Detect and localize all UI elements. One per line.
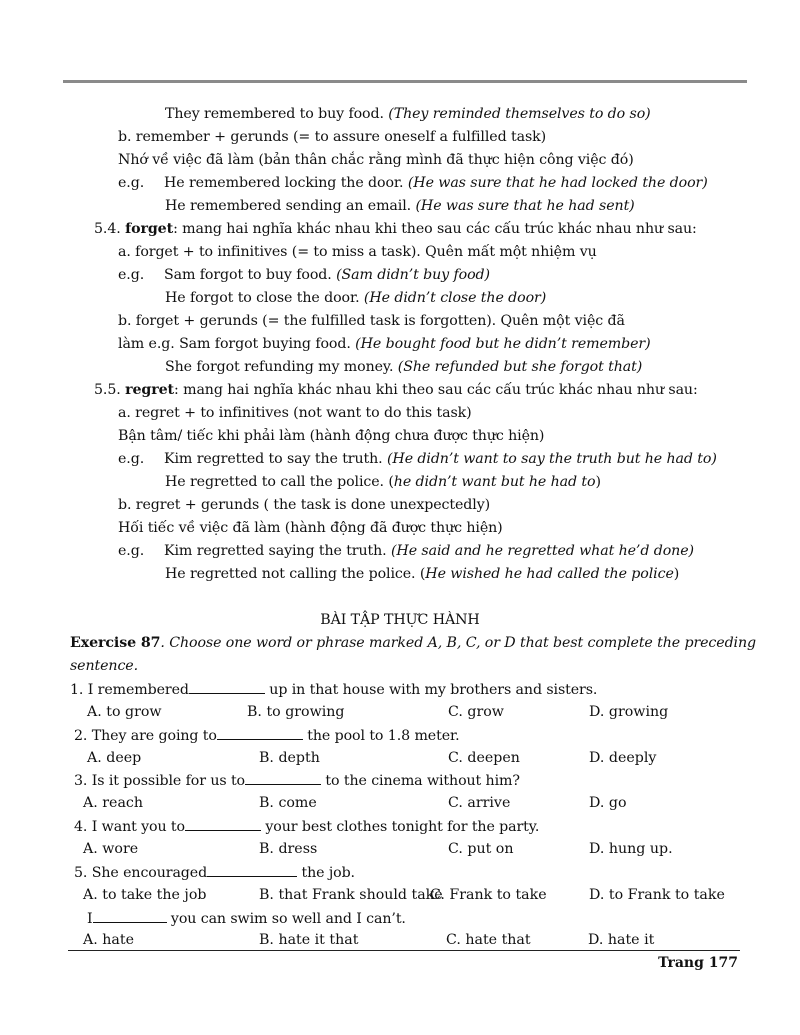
practice-heading: BÀI TẬP THỰC HÀNH [320, 612, 480, 628]
q3-option-a: A. reach [83, 795, 143, 811]
section-keyword: regret [125, 382, 174, 398]
question-6 [87, 908, 406, 929]
closing-paren: ) [673, 566, 680, 582]
answer-blank [217, 725, 303, 740]
answer-blank [93, 908, 167, 923]
regret-b-example-1 [118, 541, 694, 561]
question-text: 2. They are going to [74, 728, 217, 744]
remember-b-vietnamese: Nhớ về việc đã làm (bản thân chắc rằng mình đã thực hiện công việc đó) [118, 152, 634, 168]
exercise-instruction [70, 633, 756, 653]
q6-option-b: B. hate it that [259, 932, 359, 948]
exercise-label: Exercise 87 [70, 635, 161, 651]
question-text: your best clothes tonight for the party. [260, 819, 540, 835]
q6-option-a: A. hate [83, 932, 134, 948]
q5-option-d: D. to Frank to take [589, 887, 725, 903]
q4-option-a: A. wore [83, 841, 139, 857]
remember-b-title: b. remember + gerunds (= to assure oneself a fulfilled task) [118, 129, 547, 145]
eg-label: e.g. [118, 175, 145, 191]
q5-option-a: A. to take the job [83, 887, 207, 903]
eg-label: e.g. [118, 267, 145, 283]
question-text: 5. She encouraged [74, 865, 208, 881]
closing-paren: ) [595, 474, 601, 490]
example-text: He regretted not calling the police. ( [165, 566, 426, 582]
eg-label: e.g. [118, 451, 145, 467]
regret-heading [94, 380, 698, 400]
q1-option-c: C. grow [448, 704, 504, 720]
question-text: to the cinema without him? [321, 773, 520, 789]
forget-a-example-2 [165, 288, 546, 308]
example-note: He wished he had called the police [425, 566, 674, 582]
example-note: (He bought food but he didn’t remember) [355, 336, 651, 352]
q1-option-b: B. to growing [247, 704, 345, 720]
forget-a-title: a. forget + to infinitives (= to miss a task). Quên mất một nhiệm vụ [118, 244, 597, 260]
forget-b-title: b. forget + gerunds (= the fulfilled task is forgotten). Quên một việc đã [118, 313, 625, 329]
exercise-instruction-cont [70, 656, 138, 676]
example-note: (She refunded but she forgot that) [397, 359, 643, 375]
q1-option-d: D. growing [589, 704, 669, 720]
regret-b-example-2 [165, 564, 679, 584]
regret-a-vietnamese: Bận tâm/ tiếc khi phải làm (hành động chưa được thực hiện) [118, 428, 545, 444]
q4-option-b: B. dress [259, 841, 318, 857]
example-note: (Sam didn’t buy food) [336, 267, 490, 283]
forget-heading [94, 219, 697, 239]
q2-option-a: A. deep [87, 750, 142, 766]
example-text: She forgot refunding my money. [165, 359, 394, 375]
example-text: He regretted to call the police. ( [165, 474, 394, 490]
q3-option-b: B. come [259, 795, 317, 811]
question-text: the pool to 1.8 meter. [302, 728, 460, 744]
example-text: làm e.g. Sam forgot buying food. [118, 336, 351, 352]
q2-option-c: C. deepen [448, 750, 520, 766]
forget-b-example-1 [118, 334, 651, 354]
section-keyword: forget [125, 221, 174, 237]
remember-b-example-1 [118, 173, 708, 193]
page-number: Trang 177 [658, 955, 738, 971]
q6-option-d: D. hate it [588, 932, 655, 948]
regret-a-example-2 [165, 472, 601, 492]
header-rule [63, 80, 747, 83]
forget-a-example-1 [118, 265, 490, 285]
q5-option-c: C. Frank to take [430, 887, 547, 903]
remember-a-example-2 [165, 104, 651, 124]
example-note: (He didn’t want to say the truth but he had to) [386, 451, 717, 467]
question-text: you can swim so well and I can’t. [166, 911, 406, 927]
example-text: He remembered locking the door. [164, 175, 404, 191]
example-text: He forgot to close the door. [165, 290, 360, 306]
answer-blank [207, 862, 297, 877]
section-intro: : mang hai nghĩa khác nhau khi theo sau các cấu trúc khác nhau như sau: [174, 382, 698, 398]
example-note: (He was sure that he had sent) [415, 198, 635, 214]
example-note: (They reminded themselves to do so) [388, 106, 651, 122]
example-note: he didn’t want but he had to [393, 474, 596, 490]
example-text: Kim regretted to say the truth. [164, 451, 383, 467]
question-text: 1. I remembered [70, 682, 189, 698]
q3-option-d: D. go [589, 795, 627, 811]
question-3 [74, 770, 520, 791]
answer-blank [189, 679, 265, 694]
instruction-text: sentence. [70, 658, 139, 674]
regret-a-title: a. regret + to infinitives (not want to do this task) [118, 405, 472, 421]
q1-option-a: A. to grow [87, 704, 162, 720]
forget-b-example-2 [165, 357, 642, 377]
q5-option-b: B. that Frank should take [259, 887, 443, 903]
q3-option-c: C. arrive [448, 795, 511, 811]
footer-rule [68, 950, 740, 951]
question-5 [74, 862, 355, 883]
section-number: 5.5. [94, 382, 121, 398]
question-text: 4. I want you to [74, 819, 185, 835]
q4-option-c: C. put on [448, 841, 514, 857]
example-text: They remembered to buy food. [165, 106, 384, 122]
question-4 [74, 816, 539, 837]
section-number: 5.4. [94, 221, 121, 237]
example-text: Kim regretted saying the truth. [164, 543, 387, 559]
q2-option-d: D. deeply [589, 750, 657, 766]
example-text: He remembered sending an email. [165, 198, 412, 214]
example-text: Sam forgot to buy food. [164, 267, 332, 283]
q2-option-b: B. depth [259, 750, 320, 766]
question-text: I [87, 911, 93, 927]
regret-b-title: b. regret + gerunds ( the task is done unexpectedly) [118, 497, 491, 513]
eg-label: e.g. [118, 543, 145, 559]
question-text: 3. Is it possible for us to [74, 773, 245, 789]
q4-option-d: D. hung up. [589, 841, 673, 857]
answer-blank [245, 770, 321, 785]
remember-b-example-2 [165, 196, 635, 216]
question-2 [74, 725, 460, 746]
question-text: the job. [297, 865, 355, 881]
question-text: up in that house with my brothers and sisters. [264, 682, 598, 698]
answer-blank [185, 816, 261, 831]
section-intro: : mang hai nghĩa khác nhau khi theo sau các cấu trúc khác nhau như sau: [173, 221, 697, 237]
regret-b-vietnamese: Hối tiếc về việc đã làm (hành động đã được thực hiện) [118, 520, 503, 536]
regret-a-example-1 [118, 449, 717, 469]
example-note: (He was sure that he had locked the door) [407, 175, 708, 191]
example-note: (He didn’t close the door) [363, 290, 547, 306]
question-1 [70, 679, 597, 700]
example-note: (He said and he regretted what he’d done) [391, 543, 694, 559]
q6-option-c: C. hate that [446, 932, 531, 948]
instruction-text: . Choose one word or phrase marked A, B, C, or D that best complete the preceding [160, 635, 757, 651]
